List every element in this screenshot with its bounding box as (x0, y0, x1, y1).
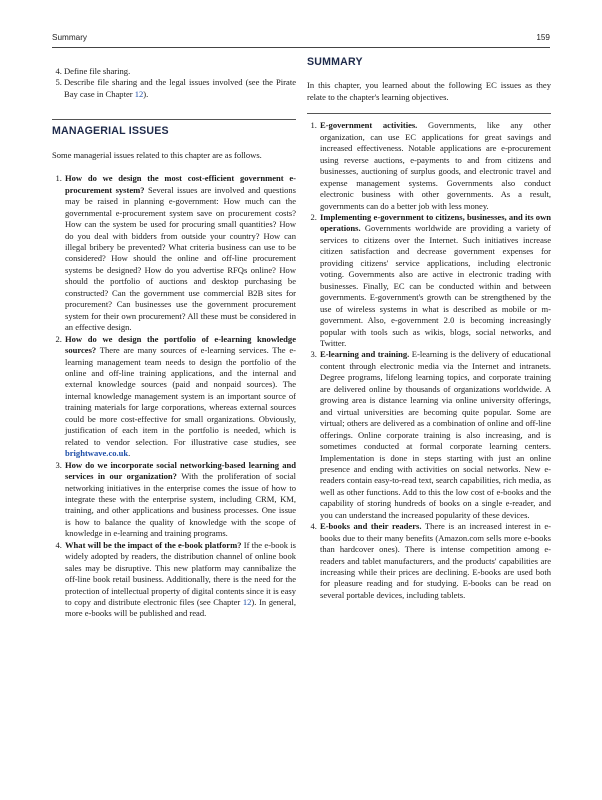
section-heading: SUMMARY (307, 56, 363, 68)
running-head (52, 33, 550, 47)
summary-topic: E-government activities. (320, 120, 418, 131)
managerial-issues-section (52, 119, 296, 620)
list-item: 3. How do we incorporate social networking-based learning and services in our organization? With the proliferation of social networking initiatives in the enterprise comes the issue of how to integrate these with the enterprise system, including CRM, KM, training, and other applications and business processes. One issue is how to balance the quality of knowledge with the scope of knowledge in e-learning and training programs. (64, 460, 296, 540)
section-heading: MANAGERIAL ISSUES (52, 125, 169, 138)
issue-question: What will be the impact of the e-book platform? (65, 539, 242, 550)
section-rule (52, 119, 296, 120)
issue-question: How do we incorporate social networking-based learning and services in our organization? (65, 459, 296, 482)
left-column (52, 66, 296, 620)
chapter-link[interactable]: 12 (134, 88, 144, 99)
running-head-title: Summary (52, 33, 88, 42)
section-intro: Some managerial issues related to this chapter are as follows. (52, 149, 262, 160)
issue-question: How do we design the most cost-efficient government e-procurement system? (65, 173, 296, 195)
summary-section (307, 57, 551, 601)
list-item: 2. How do we design the portfolio of e-learning knowledge sources? There are many sources of e-learning services. The e-learning management team needs to design the portfolio of the online and off-line training applications, and the internal and external knowledge sources (paid and nonpaid sources). The internal knowledge management system is an important source of training materials for large corporations, whereas external sources could be more cost-effective for small organizations. Obviously, justification of each item in the portfolio is needed, which is related to vendor selection. For illustrative case studies, see brightwave.co.uk. (64, 334, 296, 460)
list-item: 3. E-learning and training. E-learning is the delivery of educational content through electronic media via the Internet and intranets. Degree programs, lifelong learning topics, and corporate training are delivered online by thousands of organizations worldwide. A growing area is distance learning via online university offerings, and virtual universities are becoming quite popular. Some are virtual; others are delivered as a combination of online and off-line offerings. Online corporate training is also increasing, and is sometimes conducted at formal corporate learning centers. Implementation is done in steps starting with just an online presence and ending with activities on social networks. New e-readers contain easy-to-read text, search capabilities, rich media, as well as other functions. Add to this the low cost of e-books and the capability of storing hundreds of books on a single e-reader, and you can understand the increased popularity of these devices. (319, 349, 551, 521)
right-column (307, 57, 551, 601)
section-intro: In this chapter, you learned about the following EC issues as they relate to the chapter's learning objectives. (307, 80, 551, 102)
page-number: 159 (536, 33, 550, 42)
review-questions-list (52, 66, 296, 100)
summary-list (307, 120, 551, 601)
section-rule (307, 113, 551, 114)
list-item: 4. E-books and their readers. There is an increased interest in e-books due to their many benefits (Amazon.com sells more e-books than hardcover ones). There is intense competition among e-readers and tablet manufacturers, and the products' capabilities are increasing while their prices are declining. E-books are used both for pleasure reading and for studying. E-books can be read on several portable devices, including tablets. (319, 521, 551, 601)
list-item-text: Define file sharing. (64, 66, 131, 76)
list-item: 2. Implementing e-government to citizens, businesses, and its own operations. Governments worldwide are providing a variety of services to citizens over the Internet. Such initiatives increase citizen satisfaction and decrease government expenses for providing citizens' service applications, including electronic voting. Governments also are active in electronic trading with businesses. Finally, EC can be conducted within and between governments. E-government's growth can be strengthened by the use of wireless systems in what is described as mobile or m-government. Also, e-government 2.0 is becoming increasingly popular with tools such as wikis, blogs, social networks, and Twitter. (319, 212, 551, 349)
issue-question: How do we design the portfolio of e-learning knowledge sources? (65, 333, 296, 356)
summary-topic: E-books and their readers. (320, 521, 422, 532)
list-item: 1. How do we design the most cost-efficient government e-procurement system? Several issues are involved and questions may be raised in planning e-government: How much can the governmental e-procurement system save on procurement costs? How can the system be used for procuring small quantities? How do you deal with bidders from outside your country? How can illegal bribery be prevented? What criteria business can use to be considered? How should the online and off-line procurement systems be designed? How do you advertise RFQs online? How should the portfolio of auctions and desktop purchasing be constructed? Can the government use commercial B2B sites for procurement? Can businesses use the government procurement system for their own procurement? All these must be considered in an effective design. (64, 173, 296, 333)
header-rule (52, 47, 550, 48)
brightwave-link[interactable]: brightwave.co.uk (65, 448, 129, 459)
list-item (64, 66, 296, 77)
summary-topic: E-learning and training. (320, 349, 410, 360)
list-item: 1. E-government activities. Governments, like any other organization, can use EC applications for great savings and increased effectiveness. Notable applications are e-procurement using reverse auctions, e-payments to and from citizens and businesses, auctioning of surplus goods, and electronic travel and expense management systems. Governments also conduct electronic business with other governments. As a result, governments can do a better job with less money. (319, 120, 551, 212)
chapter-link[interactable]: 12 (242, 597, 252, 608)
list-item: 5. Describe file sharing and the legal issues involved (see the Pirate Bay case in Chapter 12). (64, 77, 296, 100)
managerial-issues-list (52, 173, 296, 620)
list-item: 4. What will be the impact of the e-book platform? If the e-book is widely adopted by readers, the distribution channel of online book sales may be disruptive. This new platform may cannibalize the off-line book retail business. Additionally, there is the need for the protection of intellectual property of digital contents since it is easy to copy and distribute electronic files (see Chapter 12). In general, more e-books will be published and read. (64, 540, 296, 620)
summary-topic: Implementing e-government to citizens, businesses, and its own operations. (320, 211, 551, 234)
